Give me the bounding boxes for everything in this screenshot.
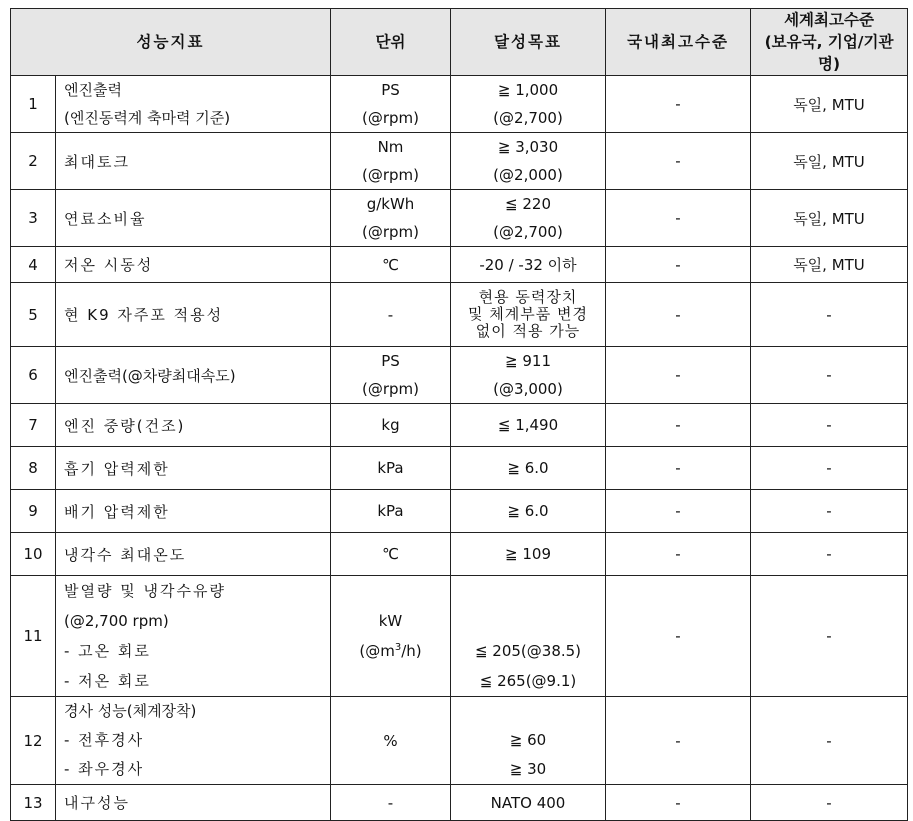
target-cell: ≧ 109	[451, 533, 606, 576]
target-cell: ≧ 60 ≧ 30	[451, 697, 606, 785]
domestic-cell: -	[606, 447, 751, 490]
table-row	[11, 247, 908, 283]
row-number: 8	[11, 447, 56, 490]
indicator-cell: 엔진 중량(건조)	[56, 404, 331, 447]
unit-cell: Nm (@rpm)	[331, 133, 451, 190]
indicator-cell: 배기 압력제한	[56, 490, 331, 533]
table-row	[11, 404, 908, 447]
row-number: 9	[11, 490, 56, 533]
world-cell: -	[751, 533, 908, 576]
table-row	[11, 697, 908, 785]
table-row	[11, 490, 908, 533]
indicator-cell: 내구성능	[56, 785, 331, 821]
unit-cell: ℃	[331, 533, 451, 576]
world-cell: -	[751, 283, 908, 347]
unit-cell: PS (@rpm)	[331, 76, 451, 133]
indicator-cell: 연료소비율	[56, 190, 331, 247]
indicator-cell: 발열량 및 냉각수유량 (@2,700 rpm) - 고온 회로 - 저온 회로	[56, 576, 331, 697]
header-unit: 단위	[331, 9, 451, 76]
unit-cell: kg	[331, 404, 451, 447]
row-number: 10	[11, 533, 56, 576]
target-cell: ≧ 6.0	[451, 490, 606, 533]
table-row	[11, 190, 908, 247]
table-row	[11, 785, 908, 821]
unit-cell: PS (@rpm)	[331, 347, 451, 404]
row-number: 2	[11, 133, 56, 190]
world-cell: -	[751, 576, 908, 697]
unit-cell: ℃	[331, 247, 451, 283]
table-row	[11, 76, 908, 133]
indicator-cell: 저온 시동성	[56, 247, 331, 283]
row-number: 3	[11, 190, 56, 247]
indicator-cell: 흡기 압력제한	[56, 447, 331, 490]
world-cell: -	[751, 697, 908, 785]
target-cell: ≦ 205(@38.5) ≦ 265(@9.1)	[451, 576, 606, 697]
unit-cell: %	[331, 697, 451, 785]
target-cell: ≧ 3,030 (@2,000)	[451, 133, 606, 190]
target-cell: ≧ 1,000 (@2,700)	[451, 76, 606, 133]
row-number: 6	[11, 347, 56, 404]
header-domestic: 국내최고수준	[606, 9, 751, 76]
row-number: 13	[11, 785, 56, 821]
target-cell: NATO 400	[451, 785, 606, 821]
domestic-cell: -	[606, 347, 751, 404]
domestic-cell: -	[606, 490, 751, 533]
table-row	[11, 576, 908, 697]
header-row	[11, 9, 908, 76]
header-world: 세계최고수준 (보유국, 기업/기관명)	[751, 9, 908, 76]
world-cell: 독일, MTU	[751, 247, 908, 283]
unit-cell: kW $(@m^3/h)$	[331, 576, 451, 697]
indicator-cell: 엔진출력 (엔진동력계 축마력 기준)	[56, 76, 331, 133]
target-cell: 현용 동력장치 및 체계부품 변경 없이 적용 가능	[451, 283, 606, 347]
world-cell: 독일, MTU	[751, 76, 908, 133]
domestic-cell: -	[606, 576, 751, 697]
domestic-cell: -	[606, 76, 751, 133]
performance-table	[10, 8, 908, 821]
indicator-cell: 최대토크	[56, 133, 331, 190]
indicator-cell: 냉각수 최대온도	[56, 533, 331, 576]
target-cell: ≧ 911 (@3,000)	[451, 347, 606, 404]
unit-cell: g/kWh (@rpm)	[331, 190, 451, 247]
world-cell: 독일, MTU	[751, 133, 908, 190]
domestic-cell: -	[606, 533, 751, 576]
unit-cell: kPa	[331, 447, 451, 490]
world-cell: -	[751, 404, 908, 447]
target-cell: ≦ 1,490	[451, 404, 606, 447]
world-cell: 독일, MTU	[751, 190, 908, 247]
table-row	[11, 133, 908, 190]
row-number: 4	[11, 247, 56, 283]
domestic-cell: -	[606, 697, 751, 785]
row-number: 12	[11, 697, 56, 785]
domestic-cell: -	[606, 785, 751, 821]
target-cell: -20 / -32 이하	[451, 247, 606, 283]
domestic-cell: -	[606, 283, 751, 347]
table-row	[11, 283, 908, 347]
target-cell: ≧ 6.0	[451, 447, 606, 490]
table-row	[11, 347, 908, 404]
table-row	[11, 533, 908, 576]
domestic-cell: -	[606, 190, 751, 247]
unit-cell: kPa	[331, 490, 451, 533]
world-cell: -	[751, 347, 908, 404]
row-number: 7	[11, 404, 56, 447]
header-indicator: 성능지표	[11, 9, 331, 76]
indicator-cell: 경사 성능(체계장착) - 전후경사 - 좌우경사	[56, 697, 331, 785]
target-cell: ≦ 220 (@2,700)	[451, 190, 606, 247]
domestic-cell: -	[606, 133, 751, 190]
world-cell: -	[751, 785, 908, 821]
indicator-cell: 엔진출력(@차량최대속도)	[56, 347, 331, 404]
world-cell: -	[751, 490, 908, 533]
header-target: 달성목표	[451, 9, 606, 76]
domestic-cell: -	[606, 404, 751, 447]
unit-cell: -	[331, 785, 451, 821]
table-row	[11, 447, 908, 490]
row-number: 5	[11, 283, 56, 347]
superscript-3: 3	[394, 642, 402, 653]
indicator-cell: 현 K9 자주포 적용성	[56, 283, 331, 347]
unit-cell: -	[331, 283, 451, 347]
row-number: 11	[11, 576, 56, 697]
row-number: 1	[11, 76, 56, 133]
domestic-cell: -	[606, 247, 751, 283]
world-cell: -	[751, 447, 908, 490]
